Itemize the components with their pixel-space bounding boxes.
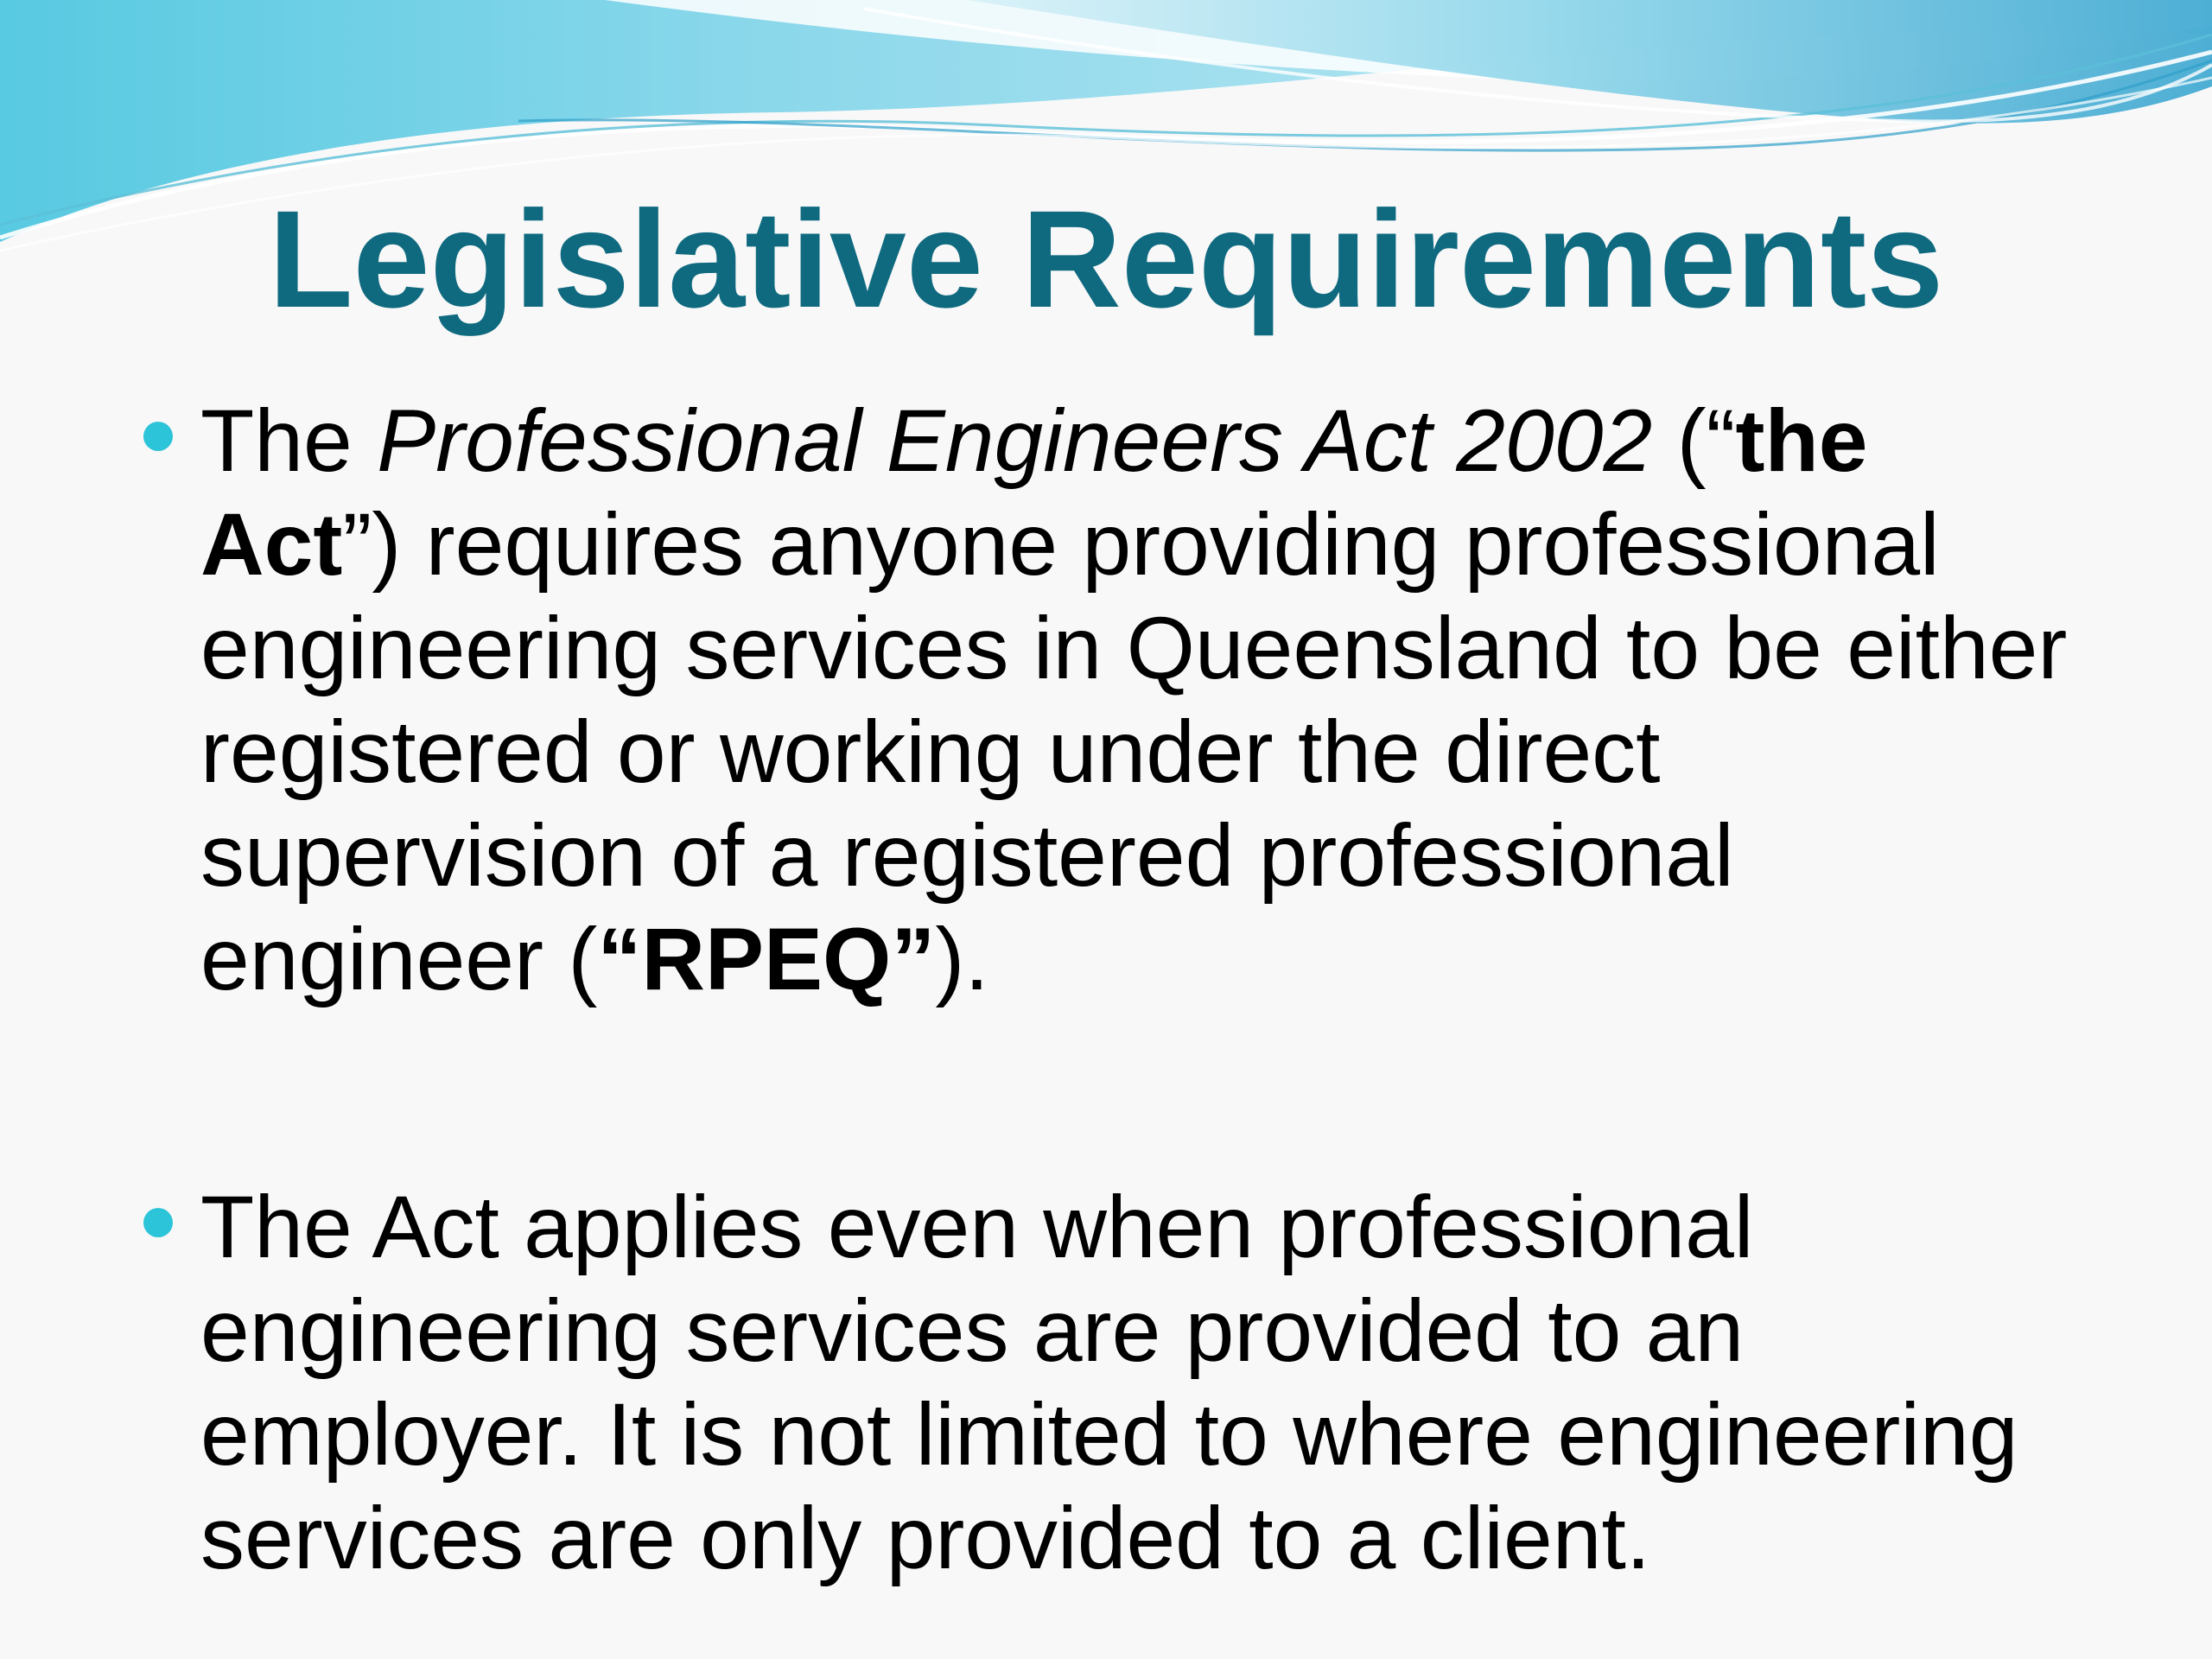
bullet-text-part: ).: [935, 910, 989, 1008]
bullet-dot-icon: [143, 1208, 173, 1237]
bullet-item-act-requirement: [200, 389, 2084, 1011]
slide-title: Legislative Requirements: [268, 181, 1944, 336]
bullet-dot-icon: [143, 422, 173, 451]
bullet-item-act-applies: [200, 1175, 2084, 1590]
rpeq-abbreviation: “RPEQ”: [597, 910, 936, 1008]
bullet-text-part: The: [200, 391, 378, 490]
act-name: Professional Engineers Act 2002: [377, 391, 1653, 490]
bullet-text-part: (“: [1652, 391, 1736, 490]
bullet-text-part: ”) requires anyone providing professional engineering services in Queensland to be either registered or working under the direct supervision of a registered professional engineer (: [200, 495, 2068, 1008]
bullet-text: The Act applies even when professional engineering services are provided to an employer. It is not limited to where engineering services are only provided to a client.: [200, 1178, 2018, 1587]
act-abbreviation: the Act: [200, 391, 1868, 594]
